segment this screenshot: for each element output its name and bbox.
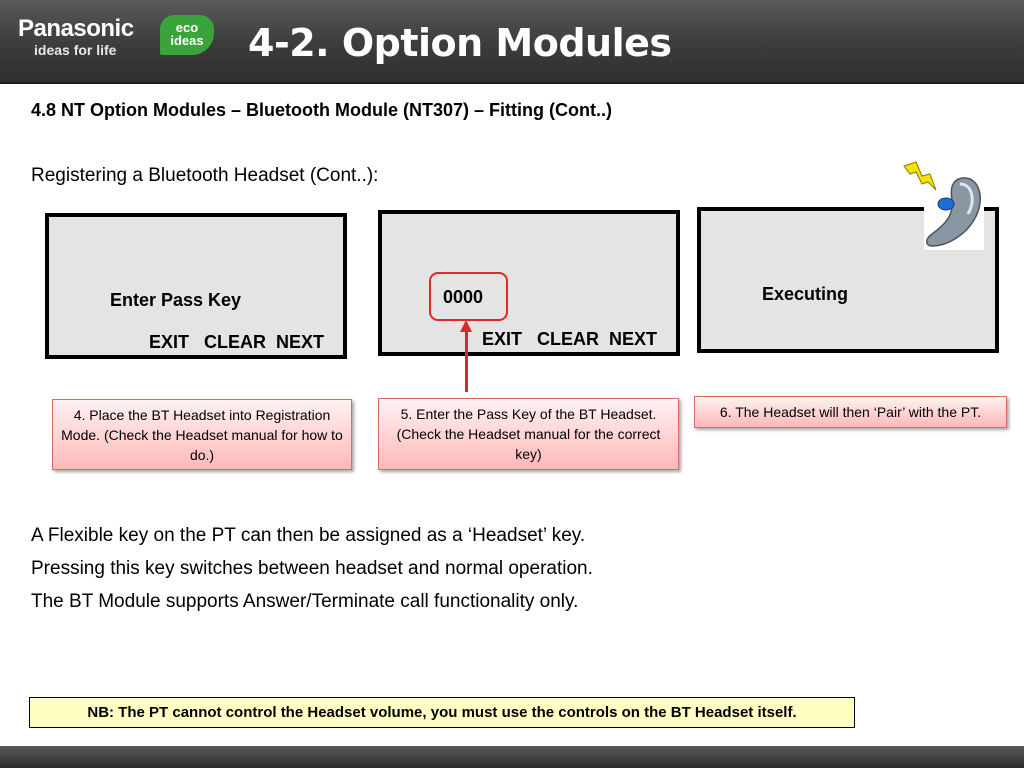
callout-step-6: 6. The Headset will then ‘Pair’ with the PT.	[694, 396, 1007, 428]
footer-bar	[0, 746, 1024, 768]
panasonic-logo	[18, 16, 134, 58]
eco-ideas-leaf-icon	[160, 15, 214, 55]
pointer-arrow-head-icon	[460, 320, 472, 332]
section-subtitle: 4.8 NT Option Modules – Bluetooth Module (NT307) – Fitting (Cont..)	[31, 100, 612, 120]
bluetooth-headset-icon	[902, 160, 984, 250]
brand-name: Panasonic	[18, 15, 134, 42]
screen-2-softkeys: EXIT CLEAR NEXT	[482, 329, 658, 349]
intro-text: Registering a Bluetooth Headset (Cont..):	[31, 165, 379, 186]
eco-line-2: ideas	[170, 33, 204, 48]
paragraph-3: The BT Module supports Answer/Terminate call functionality only.	[31, 591, 579, 612]
callout-step-4: 4. Place the BT Headset into Registration Mode. (Check the Headset manual for how to do.)	[52, 399, 352, 470]
note-box: NB: The PT cannot control the Headset volume, you must use the controls on the BT Headset itself.	[29, 697, 855, 728]
screen-1-softkeys: EXIT CLEAR NEXT	[149, 332, 325, 352]
paragraph-2: Pressing this key switches between headset and normal operation.	[31, 558, 593, 579]
screen-3-status: Executing	[762, 284, 849, 304]
screen-2-pass-key: 0000	[443, 287, 484, 307]
brand-tagline: ideas for life	[34, 42, 117, 58]
callout-step-5: 5. Enter the Pass Key of the BT Headset. (Check the Headset manual for the correct key)	[378, 398, 679, 470]
eco-line-1: eco	[175, 20, 199, 35]
paragraph-1: A Flexible key on the PT can then be assigned as a ‘Headset’ key.	[31, 525, 586, 546]
screen-1-prompt: Enter Pass Key	[110, 290, 242, 310]
slide-title: 4-2. Option Modules	[248, 21, 672, 65]
pointer-arrow-line	[465, 326, 468, 392]
header-bar	[0, 0, 1024, 84]
